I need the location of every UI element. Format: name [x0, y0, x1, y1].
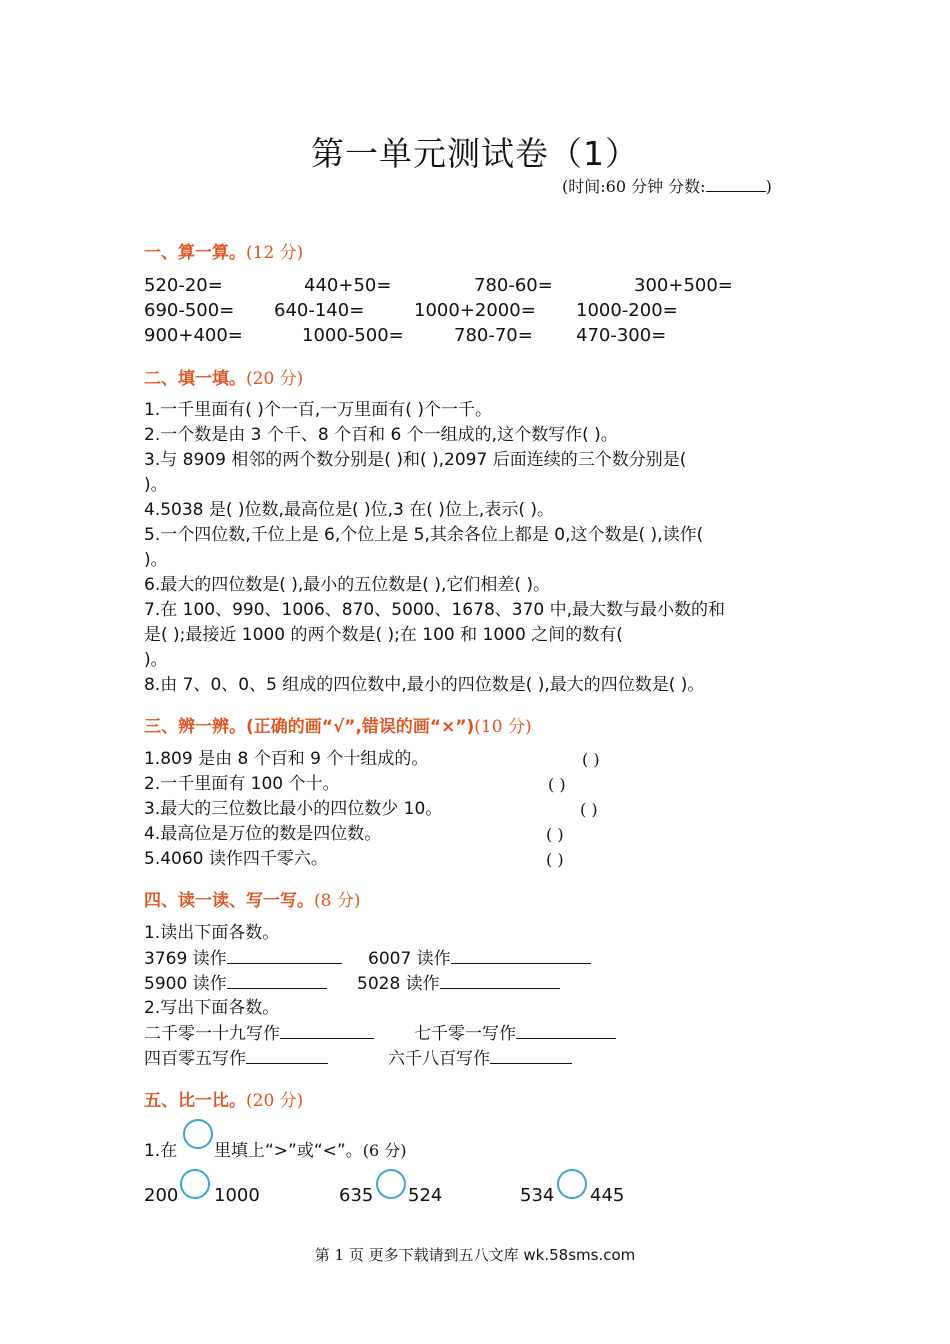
section-1-heading	[144, 238, 303, 263]
judge-item-4: 4.最高位是万位的数是四位数。	[144, 824, 382, 844]
read-blank-6007[interactable]	[451, 947, 591, 964]
calc-1-1: 520-20=	[144, 275, 223, 296]
calc-1-2: 440+50=	[304, 275, 392, 296]
compare-instruction-points: (6 分)	[362, 1141, 407, 1160]
read-row-1b	[368, 947, 591, 970]
section-4-title: 四、读一读、写一写。	[144, 891, 314, 911]
judge-item-1: 1.809 是由 8 个百和 9 个十组成的。	[144, 749, 429, 769]
read-label-5900: 5900 读作	[144, 974, 227, 994]
judge-item-5: 5.4060 读作四千零六。	[144, 849, 328, 869]
judge-paren-1[interactable]: ( )	[582, 750, 600, 769]
fill-line-2: 2.一个数是由 3 个千、8 个百和 6 个一组成的,这个数写作( )。	[144, 425, 618, 445]
write-blank-405[interactable]	[246, 1047, 328, 1064]
section-5-title: 五、比一比。	[144, 1091, 246, 1111]
section-1-title: 一、算一算。	[144, 243, 246, 263]
section-3-points: (10 分)	[474, 717, 532, 737]
write-row-2b	[388, 1047, 572, 1070]
calc-2-2: 640-140=	[274, 300, 365, 321]
compare-instruction-pre: 1.在	[144, 1141, 178, 1161]
write-row-2a	[144, 1047, 328, 1070]
section-3-heading	[144, 712, 532, 737]
write-blank-6800[interactable]	[490, 1047, 572, 1064]
write-label-7001: 七千零一写作	[414, 1024, 516, 1044]
calc-2-4: 1000-200=	[576, 300, 678, 321]
compare-1-right: 1000	[214, 1185, 260, 1206]
compare-3-right: 445	[590, 1185, 625, 1206]
score-blank	[706, 175, 766, 192]
write-row-1a	[144, 1022, 374, 1045]
fill-line-4: 4.5038 是( )位数,最高位是( )位,3 在( )位上,表示( )。	[144, 500, 554, 520]
section-1-points: (12 分)	[246, 243, 304, 263]
fill-line-1: 1.一千里面有( )个一百,一万里面有( )个一千。	[144, 400, 492, 420]
section-2-points: (20 分)	[246, 369, 304, 389]
calc-3-3: 780-70=	[454, 325, 533, 346]
compare-1-left: 200	[144, 1185, 179, 1206]
fill-line-6: 6.最大的四位数是( ),最小的五位数是( ),它们相差( )。	[144, 575, 551, 595]
page-title: 第一单元测试卷（1）	[311, 134, 639, 173]
read-row-2a	[144, 972, 327, 995]
judge-item-2: 2.一千里面有 100 个十。	[144, 774, 340, 794]
fill-line-7: 7.在 100、990、1006、870、5000、1678、370 中,最大数与最小数的和	[144, 600, 726, 620]
section-5-points: (20 分)	[246, 1091, 304, 1111]
fill-line-8: 8.由 7、0、0、5 组成的四位数中,最小的四位数是( ),最大的四位数是( )。	[144, 675, 705, 695]
read-blank-5900[interactable]	[227, 972, 327, 989]
page-footer	[0, 1244, 950, 1265]
calc-3-1: 900+400=	[144, 325, 243, 346]
section-2-heading	[144, 364, 303, 389]
judge-item-3: 3.最大的三位数比最小的四位数少 10。	[144, 799, 443, 819]
section-5-heading	[144, 1086, 303, 1111]
section-3-title: 三、辨一辨。(正确的画“√”,错误的画“×”)	[144, 717, 475, 737]
write-subtitle: 2.写出下面各数。	[144, 998, 280, 1018]
compare-2-left: 635	[339, 1185, 374, 1206]
compare-3-left: 534	[520, 1185, 555, 1206]
read-row-1a	[144, 947, 342, 970]
fill-line-5: 5.一个四位数,千位上是 6,个位上是 5,其余各位上都是 0,这个数是( ),读作(	[144, 525, 704, 545]
read-blank-3769[interactable]	[227, 947, 342, 964]
compare-instruction	[214, 1136, 406, 1161]
footer-site-link[interactable]: wk.58sms.com	[523, 1246, 636, 1264]
time-score-close: )	[765, 177, 772, 196]
time-score-line	[562, 174, 772, 197]
compare-instruction-text: 里填上“>”或“<”。	[214, 1141, 363, 1161]
write-blank-7001[interactable]	[516, 1022, 616, 1039]
read-blank-5028[interactable]	[440, 972, 560, 989]
read-label-5028: 5028 读作	[357, 974, 440, 994]
compare-1-circle[interactable]	[180, 1169, 210, 1199]
read-row-2b	[357, 972, 560, 995]
calc-2-1: 690-500=	[144, 300, 235, 321]
judge-paren-3[interactable]: ( )	[580, 800, 598, 819]
section-2-title: 二、填一填。	[144, 369, 246, 389]
write-blank-2019[interactable]	[280, 1022, 374, 1039]
read-label-3769: 3769 读作	[144, 949, 227, 969]
section-4-points: (8 分)	[314, 891, 361, 911]
compare-2-circle[interactable]	[376, 1169, 406, 1199]
fill-line-7-cont: 是( );最接近 1000 的两个数是( );在 100 和 1000 之间的数有(	[144, 625, 623, 645]
fill-line-3: 3.与 8909 相邻的两个数分别是( )和( ),2097 后面连续的三个数分别是(	[144, 450, 687, 470]
fill-line-5-cont: )。	[144, 550, 168, 570]
judge-paren-2[interactable]: ( )	[548, 775, 566, 794]
calc-2-3: 1000+2000=	[414, 300, 536, 321]
compare-3-circle[interactable]	[557, 1169, 587, 1199]
fill-line-3-cont: )。	[144, 475, 168, 495]
write-row-1b	[414, 1022, 616, 1045]
section-4-heading	[144, 886, 360, 911]
calc-3-2: 1000-500=	[302, 325, 404, 346]
read-label-6007: 6007 读作	[368, 949, 451, 969]
judge-paren-5[interactable]: ( )	[546, 850, 564, 869]
footer-text: 第 1 页 更多下载请到五八文库	[314, 1246, 519, 1264]
calc-1-4: 300+500=	[634, 275, 733, 296]
write-label-405: 四百零五写作	[144, 1049, 246, 1069]
write-label-2019: 二千零一十九写作	[144, 1024, 280, 1044]
read-subtitle: 1.读出下面各数。	[144, 923, 280, 943]
write-label-6800: 六千八百写作	[388, 1049, 490, 1069]
compare-circle-icon	[183, 1119, 213, 1149]
time-score-text: (时间:60 分钟 分数:	[562, 177, 706, 196]
calc-3-4: 470-300=	[576, 325, 667, 346]
judge-paren-4[interactable]: ( )	[546, 825, 564, 844]
calc-1-3: 780-60=	[474, 275, 553, 296]
fill-line-7-cont2: )。	[144, 650, 168, 670]
compare-2-right: 524	[408, 1185, 443, 1206]
